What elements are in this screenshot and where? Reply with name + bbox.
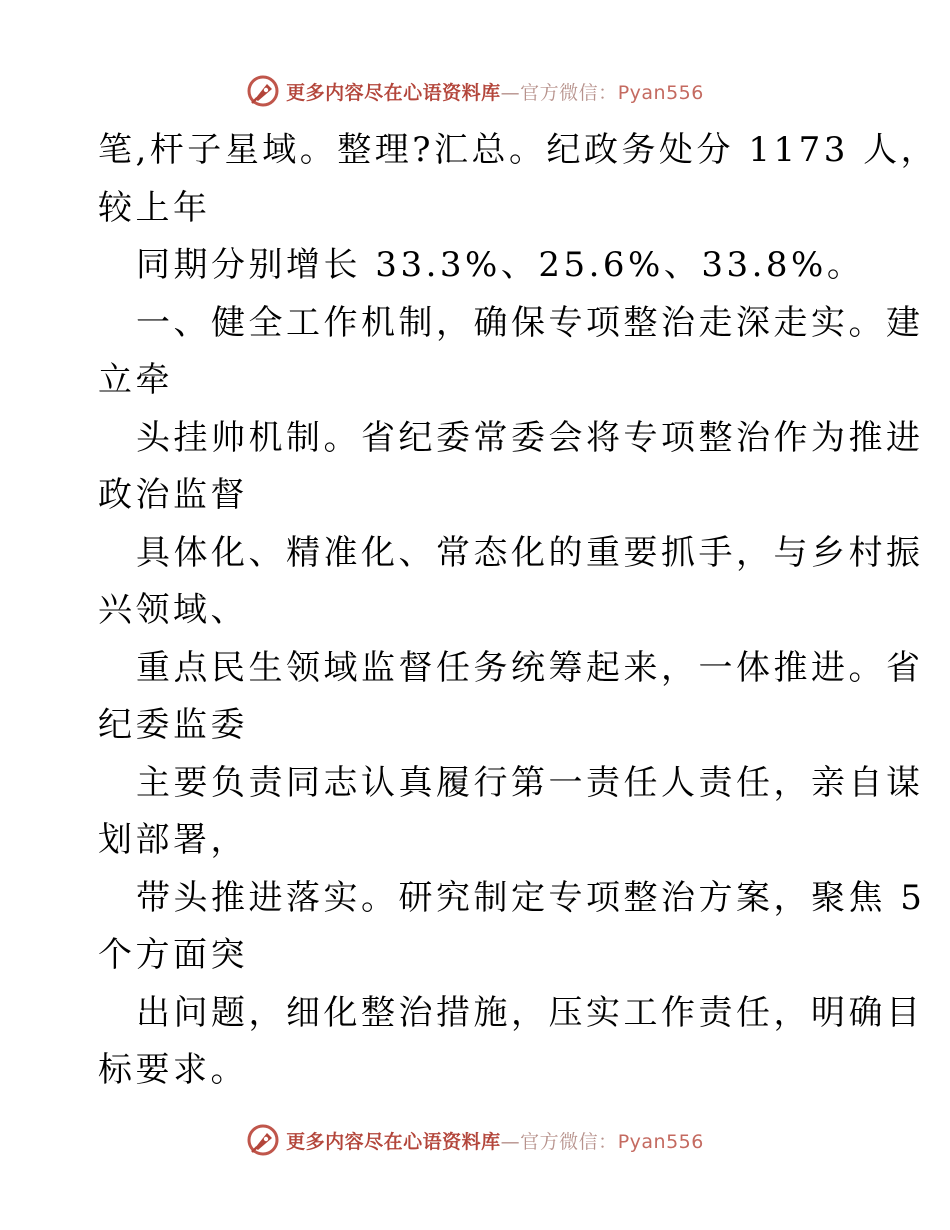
pen-nib-logo-icon — [246, 1123, 280, 1157]
header-watermark — [0, 71, 950, 111]
document-body — [98, 122, 939, 1100]
watermark-handle: Pyan556 — [617, 81, 704, 104]
text-line: 较上年 — [98, 187, 211, 228]
pen-nib-logo-icon — [246, 74, 280, 108]
watermark-brand: 更多内容尽在心语资料库 — [286, 1130, 501, 1153]
watermark-handle: Pyan556 — [617, 1130, 704, 1153]
text-line: 纪委监委 — [98, 705, 248, 745]
text-line: 划部署， — [98, 820, 248, 860]
text-line: 立牵 — [98, 360, 173, 400]
text-line: 具体化、精准化、常态化的重要抓手，与乡村振 — [136, 532, 924, 573]
text-line: 一、健全工作机制，确保专项整治走深走实。建 — [136, 302, 924, 343]
watermark-contact-label: 官方微信： — [520, 81, 618, 104]
text-line: 同期分别增长 33.3%、25.6%、33.8%。 — [136, 245, 865, 285]
watermark-text — [286, 78, 704, 105]
watermark-brand: 更多内容尽在心语资料库 — [286, 81, 501, 104]
text-line: 出问题，细化整治措施，压实工作责任，明确目 — [136, 992, 924, 1033]
text-line: 笔,杆子星域。整理?汇总。纪政务处分 1173 人， — [98, 130, 939, 170]
text-line: 兴领域、 — [98, 590, 248, 630]
text-line: 政治监督 — [98, 475, 248, 515]
text-line: 重点民生领域监督任务统筹起来，一体推进。省 — [136, 647, 924, 688]
text-line: 主要负责同志认真履行第一责任人责任，亲自谋 — [136, 762, 924, 803]
footer-watermark — [0, 1120, 950, 1160]
text-line: 带头推进落实。研究制定专项整治方案，聚焦 5 — [136, 877, 926, 918]
watermark-separator: — — [500, 1130, 521, 1153]
text-line: 头挂帅机制。省纪委常委会将专项整治作为推进 — [136, 417, 924, 458]
watermark-contact-label: 官方微信： — [520, 1130, 618, 1153]
text-line: 个方面突 — [98, 935, 248, 975]
watermark-text — [286, 1127, 704, 1154]
text-line: 标要求。 — [98, 1050, 248, 1090]
watermark-separator: — — [500, 81, 521, 104]
